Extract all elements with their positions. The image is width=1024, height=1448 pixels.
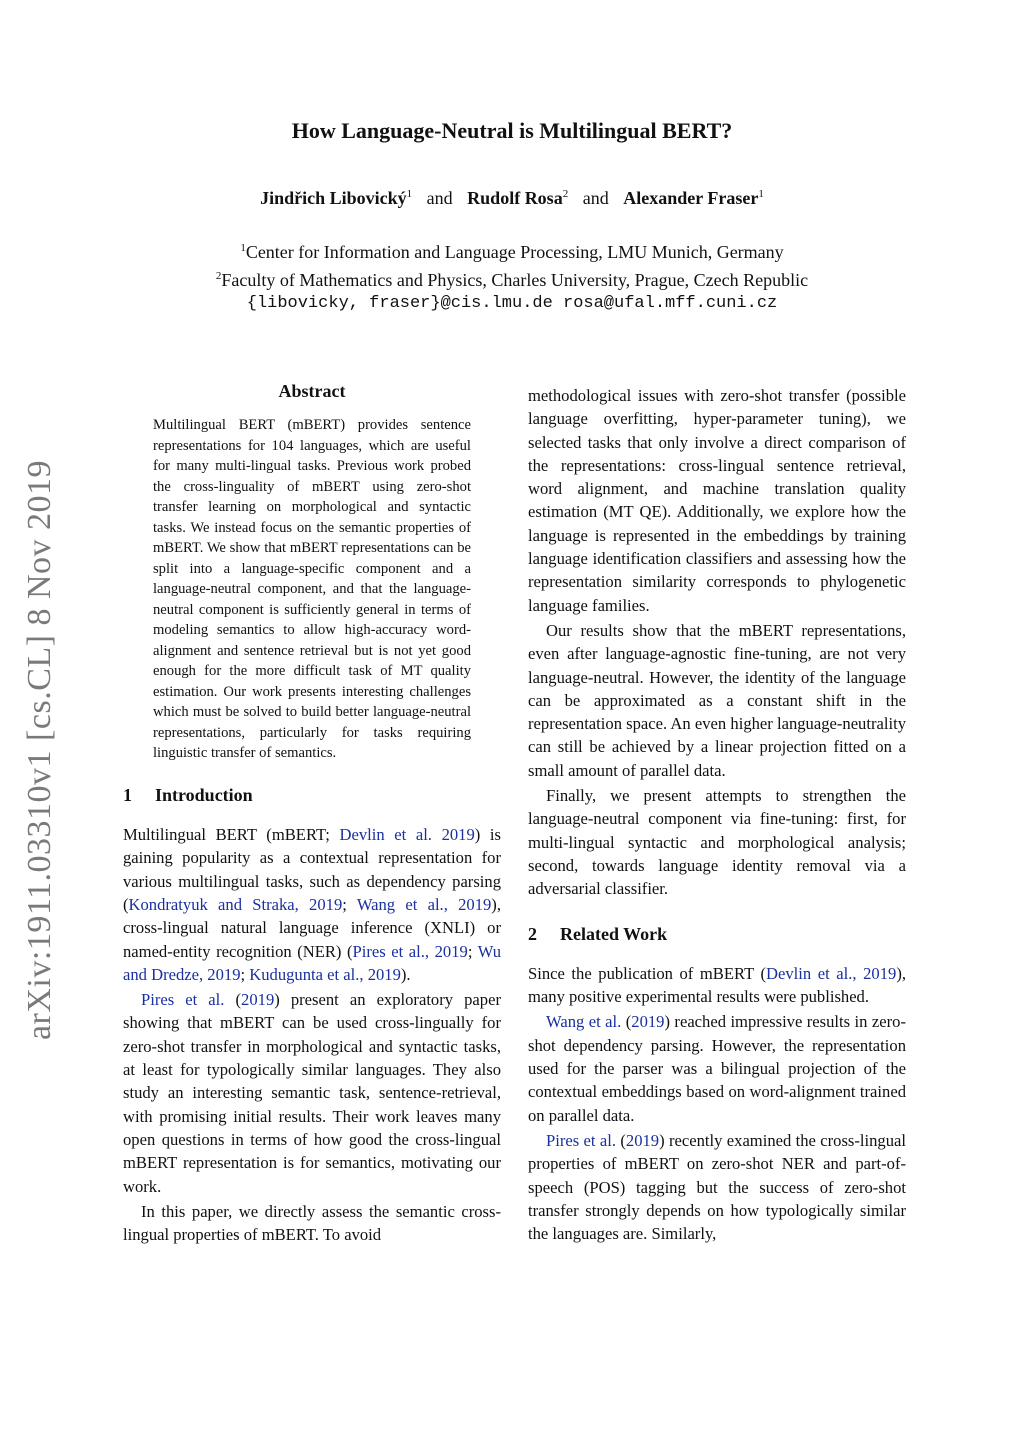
intro-paragraph: In this paper, we directly assess the semantic cross-lingual properties of mBERT. To avoid — [123, 1201, 501, 1245]
intro-paragraph: Finally, we present attempts to strengthen the language-neutral component via fine-tuning: first, for multi-lingual syntactic and morphological analysis; second, towards language identity removal via a adversarial classifier. — [528, 786, 906, 899]
author-separator: and — [426, 188, 453, 208]
intro-paragraph: Our results show that the mBERT representations, even after language-agnostic fine-tuning, are not very language-neutral. However, the identity of the language can be approximated as a constant shift in the representation space. An even higher language-neutrality can still be achieved by a linear projection fitted on a small amount of parallel data. — [528, 620, 906, 780]
paragraph-text: ), many positive experimental results were published. — [528, 963, 907, 1007]
affiliation-line — [0, 236, 1024, 264]
paragraph-text: ). — [400, 964, 411, 984]
author-separator: and — [582, 188, 609, 208]
citation-link[interactable]: Wang et al., 2019 — [356, 894, 492, 914]
affiliation-mark: 2 — [215, 270, 222, 282]
abstract-text: Multilingual BERT (mBERT) provides sentence representations for 104 languages, which are useful for many multi-lingual tasks. Previous work probed the cross-linguality of mBERT using zero-shot transfer learning on morphological and syntactic tasks. We instead focus on the semantic properties of mBERT. We show that mBERT representations can be split into a language-specific component and a language-neutral component, and that the language-neutral component is sufficiently general in terms of modeling semantics to allow high-accuracy word-alignment and sentence retrieval but is not yet good enough for the more difficult task of MT quality estimation. Our work presents interesting challenges which must be solved to build better language-neutral representations, particularly for tasks requiring linguistic transfer of semantics. — [153, 417, 471, 762]
paper-title: How Language-Neutral is Multilingual BERT? — [291, 118, 733, 143]
intro-paragraph — [123, 823, 501, 986]
right-column — [528, 384, 906, 1245]
paragraph-text: ) recently examined the cross-lingual properties of mBERT on zero-shot NER and part-of-speech (POS) tagging but the success of zero-shot transfer strongly depends on how typologically similar the languages are. Similarly, — [528, 1130, 906, 1244]
citation-link[interactable]: Kudugunta et al., 2019 — [249, 964, 401, 984]
section-number: 1 — [123, 784, 132, 805]
citation-link[interactable]: Devlin et al. 2019 — [339, 825, 475, 845]
paragraph-text: ( — [621, 1012, 632, 1032]
paragraph-text: ; — [342, 894, 357, 914]
section-number: 2 — [528, 923, 537, 944]
citation-link[interactable]: Kondratyuk and Straka, 2019 — [128, 894, 343, 914]
intro-paragraph — [123, 988, 501, 1198]
left-column — [123, 380, 501, 1246]
paragraph-text: ; — [240, 964, 250, 984]
citation-link[interactable]: 2019 — [631, 1012, 665, 1032]
affiliation-line — [0, 264, 1024, 292]
affiliation-block — [0, 236, 1024, 316]
paragraph-text: Since the publication of mBERT ( — [528, 963, 767, 983]
related-paragraphs — [528, 962, 906, 1246]
paragraph-text: ) reached impressive results in zero-shot dependency parsing. However, the representation used for the parser was a bilingual projection of the contextual embeddings based on word-alignment trained on parallel data. — [528, 1012, 906, 1125]
related-paragraph — [528, 1010, 906, 1126]
section-heading-related-work — [528, 923, 906, 946]
intro-paragraphs — [123, 823, 501, 1246]
author-affiliation-mark: 1 — [758, 188, 764, 200]
citation-link[interactable]: Pires et al. — [546, 1130, 617, 1150]
section-title: Related Work — [560, 923, 668, 944]
citation-link[interactable]: 2019 — [625, 1130, 660, 1150]
citation-link[interactable]: Pires et al., 2019 — [352, 941, 468, 961]
author-name: Jindřich Libovický — [260, 188, 407, 208]
paragraph-text: ) is gaining popularity as a contextual representation for various multilingual tasks, such as dependency parsing ( — [123, 825, 501, 914]
related-paragraph — [528, 962, 906, 1009]
author-name: Alexander Fraser — [623, 188, 759, 208]
paragraph-text: Multilingual BERT (mBERT; — [123, 825, 340, 845]
affiliation-mark: 1 — [240, 242, 246, 254]
paragraph-text: ; — [467, 941, 478, 961]
author-affiliation-mark: 1 — [406, 188, 413, 200]
author-affiliation-mark: 2 — [562, 188, 569, 200]
related-paragraph — [528, 1129, 906, 1245]
affiliation-text: Faculty of Mathematics and Physics, Charles University, Prague, Czech Republic — [221, 270, 809, 290]
paragraph-text: ( — [224, 990, 242, 1010]
section-title: Introduction — [155, 784, 253, 805]
citation-link[interactable]: Wang et al. — [546, 1012, 622, 1032]
citation-link[interactable]: Wu and Dredze, 2019 — [123, 941, 501, 984]
abstract-heading: Abstract — [278, 381, 346, 401]
citation-link[interactable]: Pires et al. — [141, 990, 225, 1010]
author-emails: {libovicky, fraser}@cis.lmu.de rosa@ufal.mff.cuni.cz — [246, 294, 778, 313]
section-heading-introduction — [123, 784, 501, 807]
author-list — [0, 188, 1024, 209]
paragraph-text: ( — [616, 1130, 626, 1150]
paragraph-text: ), cross-lingual natural language inference (XNLI) or named-entity recognition (NER) ( — [123, 894, 501, 961]
affiliation-text: Center for Information and Language Processing, LMU Munich, Germany — [245, 242, 784, 262]
citation-link[interactable]: 2019 — [241, 990, 275, 1010]
intro-paragraph-continued: methodological issues with zero-shot transfer (possible language overfitting, hyper-parameter tuning), we selected tasks that only involve a direct comparison of the representations: cross-lingual sentence retrieval, word alignment, and machine translation quality estimation (MT QE). Additionally, we explore how the language is represented in the embeddings by training language identification classifiers and assessing how the representation similarity corresponds to phylogenetic language families. — [528, 386, 906, 615]
arxiv-identifier-stamp: arXiv:1911.03310v1 [cs.CL] 8 Nov 2019 — [21, 459, 58, 1041]
citation-link[interactable]: Devlin et al., 2019 — [766, 963, 897, 983]
paragraph-text: ) present an exploratory paper showing that mBERT can be used cross-lingually for zero-shot transfer in morphological and syntactic tasks, at least for typologically similar languages. They also study an interesting semantic task, sentence-retrieval, with promising initial results. Their work leaves many open questions in terms of how good the cross-lingual mBERT representation is for semantics, motivating our work. — [123, 990, 501, 1196]
author-name: Rudolf Rosa — [467, 188, 563, 208]
